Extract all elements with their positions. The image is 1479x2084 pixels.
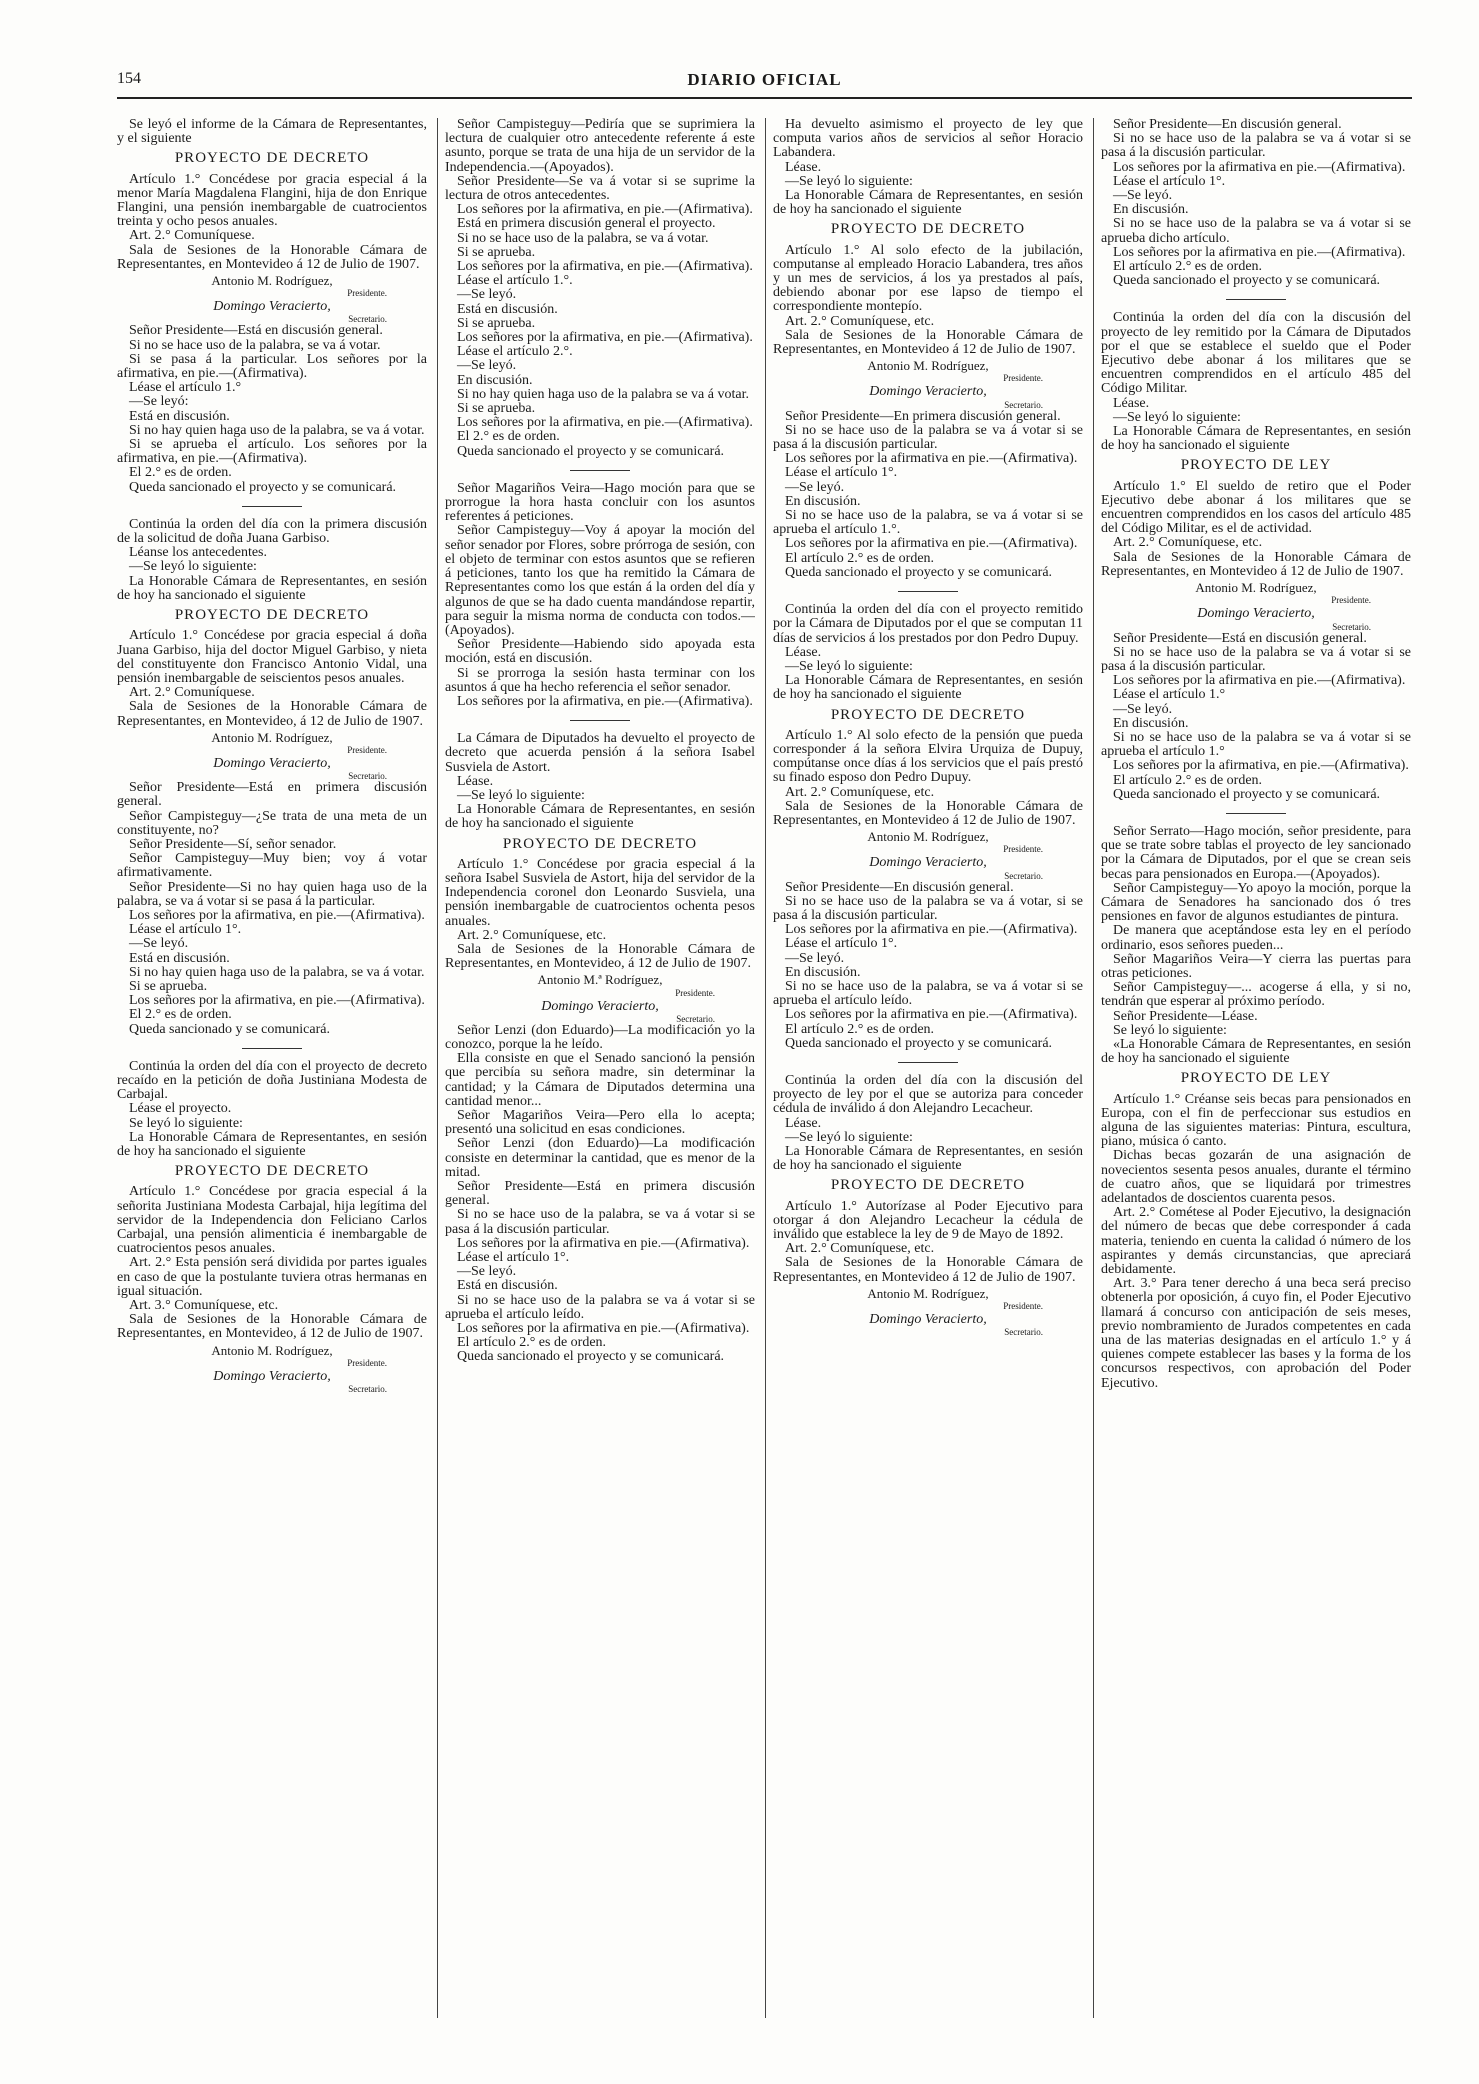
paragraph: Los señores por la afirmativa, en pie.—(Afirmativa). [457, 330, 753, 346]
section-heading: PROYECTO DE DECRETO [174, 150, 370, 167]
paragraph: Si no hay quien haga uso de la palabra, se va á votar. [129, 964, 425, 980]
paragraph: Los señores por la afirmativa, en pie.—(Afirmativa). [129, 907, 425, 923]
page-header [117, 68, 1412, 98]
president-name: Antonio M.ª Rodríguez, [537, 972, 663, 988]
secretary-name: Domingo Veracierto, [213, 299, 331, 315]
section-heading: PROYECTO DE LEY [1180, 1070, 1332, 1087]
column-divider [765, 118, 766, 2018]
paragraph: Léase el artículo 1.° [129, 380, 242, 396]
paragraph: Art. 2.° Comuníquese. [129, 228, 255, 244]
paragraph: Los señores por la afirmativa, en pie.—(Afirmativa). [129, 993, 425, 1009]
paragraph: La Honorable Cámara de Representantes, en sesión de hoy ha sancionado el siguiente [117, 1129, 427, 1159]
paragraph: Continúa la orden del día con la discusión del proyecto de ley por el que se autoriza para conceder cédula de inválido á don Alejandro Lecacheur. [773, 1072, 1083, 1117]
secretary-role: Secretario. [1004, 870, 1043, 881]
paragraph: Artículo 1.° Concédese por gracia especial á la señora Isabel Susviela de Astort, hija del servidor de la Independencia coronel don Leonardo Susviela, una pensión inembargable de cuatrocientos ochenta pesos anuales. [445, 856, 755, 929]
paragraph: Señor Lenzi (don Eduardo)—La modificación consiste en determinar la cantidad, que es menor de la mitad. [445, 1136, 755, 1180]
paragraph: —Se leyó lo siguiente: [457, 787, 585, 803]
paragraph: La Honorable Cámara de Representantes, en sesión de hoy ha sancionado el siguiente [445, 802, 755, 832]
paragraph: Señor Presidente—Está en discusión general. [129, 323, 383, 339]
president-name: Antonio M. Rodríguez, [211, 273, 333, 289]
president-role: Presidente. [1331, 595, 1371, 606]
paragraph: Sala de Sesiones de la Honorable Cámara de Representantes, en Montevideo á 12 de Julio de 1907. [773, 327, 1083, 358]
column-3 [773, 118, 1083, 2058]
paragraph: —Se leyó lo siguiente: [785, 658, 913, 674]
paragraph: Si no se hace uso de la palabra se va á votar, si se pasa á la discusión particular. [773, 893, 1083, 923]
paragraph: —Se leyó. [1113, 701, 1173, 717]
president-role: Presidente. [675, 987, 715, 998]
paragraph: Si no se hace uso de la palabra se va á votar si se aprueba el artículo leído. [445, 1292, 755, 1322]
paragraph: Señor Magariños Veira—Y cierra las puertas para otras peticiones. [1101, 951, 1411, 981]
secretary-name: Domingo Veracierto, [213, 1368, 331, 1384]
paragraph: Léase el artículo 1°. [457, 1250, 570, 1266]
section-heading: PROYECTO DE DECRETO [174, 1163, 370, 1180]
paragraph: Está en primera discusión general el proyecto. [457, 216, 716, 232]
paragraph: Léase. [457, 773, 494, 789]
section-separator [1226, 813, 1286, 814]
column-divider [437, 118, 438, 2018]
paragraph: Artículo 1.° Concédese por gracia especial á la menor María Magdalena Flangini, hija de don Enrique Flangini, una pensión inembargable de cuatrocientos treinta y ocho pesos anuales. [117, 171, 427, 230]
secretary-role: Secretario. [1004, 1327, 1043, 1338]
paragraph: Sala de Sesiones de la Honorable Cámara de Representantes, en Montevideo á 12 de Julio de 1907. [117, 242, 427, 272]
secretary-role: Secretario. [348, 771, 387, 782]
paragraph: Los señores por la afirmativa, en pie.—(Afirmativa). [457, 202, 753, 218]
paragraph: Si no se hace uso de la palabra se va á votar si se aprueba dicho artículo. [1101, 216, 1411, 246]
paragraph: Si no se hace uso de la palabra se va á votar si se pasa á la discusión particular. [1101, 131, 1411, 161]
paragraph: Sala de Sesiones de la Honorable Cámara de Representantes, en Montevideo á 12 de Julio de 1907. [1101, 549, 1411, 579]
section-separator [1226, 299, 1286, 300]
section-heading: PROYECTO DE DECRETO [830, 221, 1026, 238]
paragraph: Léase el artículo 1.°. [457, 273, 573, 289]
paragraph: Señor Presidente—Sí, señor senador. [129, 836, 337, 852]
paragraph: Si se aprueba. [129, 978, 208, 994]
paragraph: Está en discusión. [129, 408, 230, 424]
secretary-role: Secretario. [1004, 399, 1043, 410]
paragraph: Queda sancionado el proyecto y se comunicará. [1113, 273, 1381, 289]
signature-block [1101, 581, 1411, 631]
paragraph: Señor Campisteguy—Yo apoyo la moción, porque la Cámara de Senadores ha sancionado dos ó tres pensiones en favor de algunos estudiantes de pintura. [1101, 880, 1411, 925]
paragraph: Los señores por la afirmativa en pie.—(Afirmativa). [457, 1321, 750, 1337]
section-heading: PROYECTO DE DECRETO [830, 706, 1026, 723]
paragraph: Sala de Sesiones de la Honorable Cámara de Representantes, en Montevideo, á 12 de Julio de 1907. [445, 941, 755, 972]
president-name: Antonio M. Rodríguez, [867, 1285, 989, 1301]
paragraph: Si no hay quien haga uso de la palabra, se va á votar. [129, 422, 425, 438]
paragraph: —Se leyó lo siguiente: [785, 173, 913, 189]
paragraph: Si se aprueba. [457, 244, 536, 260]
paragraph: Si no se hace uso de la palabra, se va á votar si se aprueba el artículo 1.°. [773, 508, 1083, 538]
paragraph: Art. 2.° Comuníquese, etc. [785, 313, 935, 329]
paragraph: Artículo 1.° Concédese por gracia especial á doña Juana Garbiso, hija del doctor Miguel Garbiso, y nieta del constituyente don Francisco Antonio Vidal, una pensión inembargable de seiscientos pesos anuales. [117, 628, 427, 686]
paragraph: —Se leyó. [457, 358, 517, 374]
paragraph: En discusión. [785, 493, 861, 509]
paragraph: Léase el artículo 1°. [129, 922, 242, 938]
paragraph: El artículo 2.° es de orden. [1113, 772, 1263, 788]
paragraph: Los señores por la afirmativa, en pie.—(Afirmativa). [1113, 758, 1409, 774]
paragraph: Si no se hace uso de la palabra, se va á votar. [129, 337, 381, 353]
paragraph: Léase el artículo 1°. [785, 465, 898, 481]
paragraph: Sala de Sesiones de la Honorable Cámara de Representantes, en Montevideo, á 12 de Julio de 1907. [117, 699, 427, 729]
signature-block [117, 731, 427, 781]
signature-block [117, 1344, 427, 1394]
section-heading: PROYECTO DE DECRETO [830, 1177, 1026, 1194]
section-separator [242, 1048, 302, 1049]
paragraph: Señor Presidente—En primera discusión general. [785, 408, 1061, 424]
paragraph: Señor Presidente—Léase. [1113, 1008, 1258, 1024]
president-role: Presidente. [347, 744, 387, 755]
paragraph: Léase el artículo 1°. [785, 936, 898, 952]
paragraph: Se leyó lo siguiente: [129, 1115, 243, 1131]
paragraph: Señor Presidente—En discusión general. [1113, 118, 1342, 132]
paragraph: Si se aprueba. [457, 401, 536, 417]
president-role: Presidente. [1003, 373, 1043, 384]
paragraph: Queda sancionado el proyecto y se comunicará. [129, 479, 397, 495]
paragraph: La Honorable Cámara de Representantes, en sesión de hoy ha sancionado el siguiente [117, 573, 427, 603]
paragraph: Artículo 1.° Autorízase al Poder Ejecutivo para otorgar á don Alejandro Lecacheur la cédula de inválido que establece la ley de 9 de Mayo de 1892. [773, 1198, 1083, 1243]
paragraph: Ella consiste en que el Senado sancionó la pensión que percibía su señora madre, sin determinar la cantidad; y la Cámara de Diputados determina una cantidad menor... [445, 1051, 755, 1109]
paragraph: Si no se hace uso de la palabra, se va á votar. [457, 230, 709, 246]
paragraph: La Honorable Cámara de Representantes, en sesión de hoy ha sancionado el siguiente [1101, 424, 1411, 454]
paragraph: Sala de Sesiones de la Honorable Cámara de Representantes, en Montevideo á 12 de Julio de 1907. [773, 1255, 1083, 1285]
paragraph: Continúa la orden del día con la primera discusión de la solicitud de doña Juana Garbiso. [117, 516, 427, 547]
page-number: 154 [117, 70, 141, 87]
paragraph: Art. 2.° Comuníquese, etc. [457, 927, 607, 943]
paragraph: Queda sancionado el proyecto y se comunicará. [785, 564, 1053, 580]
section-separator [898, 591, 958, 592]
paragraph: Queda sancionado y se comunicará. [129, 1021, 330, 1037]
president-role: Presidente. [1003, 844, 1043, 855]
paragraph: Artículo 1.° Créanse seis becas para pensionados en Europa, con el fin de perfeccionar sus estudios en alguna de las siguientes materias: Pintura, escultura, piano, música ó canto. [1101, 1091, 1411, 1150]
paragraph: Si no se hace uso de la palabra, se va á votar si se pasa á la discusión particular. [445, 1207, 755, 1237]
column-4 [1101, 118, 1411, 2058]
paragraph: Queda sancionado el proyecto y se comunicará. [457, 1349, 725, 1365]
paragraph: Señor Presidente—Si no hay quien haga uso de la palabra, se va á votar si se pasa á la particular. [117, 879, 427, 909]
paragraph: Léase. [1113, 395, 1150, 411]
paragraph: Si se pasa á la particular. Los señores por la afirmativa, en pie.—(Afirmativa). [117, 351, 427, 382]
paragraph: Si no se hace uso de la palabra, se va á votar si se aprueba el artículo leído. [773, 978, 1083, 1009]
paragraph: Continúa la orden del día con el proyecto remitido por la Cámara de Diputados por el que se computan 11 días de servicios á los prestados por don Pedro Dupuy. [773, 602, 1083, 646]
president-name: Antonio M. Rodríguez, [1195, 580, 1317, 596]
paragraph: De manera que aceptándose esta ley en el período ordinario, esos señores pueden... [1101, 923, 1411, 953]
paragraph: Señor Presidente—En discusión general. [785, 879, 1014, 895]
paragraph: Art. 2.° Comuníquese, etc. [785, 784, 935, 800]
column-divider [1093, 118, 1094, 2018]
signature-block [773, 1287, 1083, 1337]
paragraph: La Honorable Cámara de Representantes, en sesión de hoy ha sancionado el siguiente [773, 1144, 1083, 1174]
paragraph: Art. 3.° Para tener derecho á una beca será preciso obtenerla por oposición, á cuyo fin, el Poder Ejecutivo llamará á concurso con anticipación de seis meses, previo nombramiento de Jurados competentes en cada una de las materias designadas en el artículo 1.° y á quienes compete establecer las bases y la forma de los concursos respectivos, con aprobación del Poder Ejecutivo. [1101, 1276, 1411, 1391]
paragraph: Si no se hace uso de la palabra se va á votar si se pasa á la discusión particular. [773, 422, 1083, 453]
paragraph: Léanse los antecedentes. [129, 545, 267, 561]
paragraph: «La Honorable Cámara de Representantes, en sesión de hoy ha sancionado el siguiente [1101, 1036, 1411, 1067]
secretary-role: Secretario. [676, 1013, 715, 1024]
president-role: Presidente. [1003, 1301, 1043, 1312]
paragraph: Si se aprueba. [457, 315, 536, 331]
paragraph: La Honorable Cámara de Representantes, en sesión de hoy ha sancionado el siguiente [773, 673, 1083, 703]
paragraph: En discusión. [1113, 202, 1189, 218]
section-separator [570, 470, 630, 471]
paragraph: La Honorable Cámara de Representantes, en sesión de hoy ha sancionado el siguiente [773, 188, 1083, 218]
paragraph: Artículo 1.° El sueldo de retiro que el Poder Ejecutivo debe abonar á los militares que se encuentren comprendidos en los casos del artículo 485 del Código Militar, es el de actividad. [1101, 478, 1411, 537]
paragraph: Si no hay quien haga uso de la palabra se va á votar. [457, 386, 749, 402]
paragraph: Continúa la orden del día con la discusión del proyecto de ley remitido por la Cámara de Diputados por el que se establece el sueldo que el Poder Ejecutivo debe abonar á los militares que se encuentren comprendidos en el artículo 485 del Código Militar. [1101, 310, 1411, 397]
paragraph: Señor Presidente—Está en primera discusión general. [117, 780, 427, 810]
paragraph: Art. 2.° Cométese al Poder Ejecutivo, la designación del número de becas que debe corresponder á cada materia, teniendo en cuenta la calidad ó número de los aspirantes y demás circunstancias, que apreciará debidamente. [1101, 1205, 1411, 1278]
paragraph: Art. 2.° Esta pensión será dividida por partes iguales en caso de que la postulante tuviera otras hermanas en igual situación. [117, 1255, 427, 1299]
paragraph: Los señores por la afirmativa en pie.—(Afirmativa). [785, 451, 1078, 467]
paragraph: Señor Presidente—Habiendo sido apoyada esta moción, está en discusión. [445, 637, 755, 667]
paragraph: La Cámara de Diputados ha devuelto el proyecto de decreto que acuerda pensión á la señora Isabel Susviela de Astort. [445, 731, 755, 775]
paragraph: Está en discusión. [457, 1278, 558, 1294]
paragraph: Los señores por la afirmativa en pie.—(Afirmativa). [1113, 159, 1406, 175]
paragraph: Art. 2.° Comuníquese, etc. [785, 1241, 935, 1257]
paragraph: El 2.° es de orden. [129, 465, 232, 481]
secretary-name: Domingo Veracierto, [869, 1312, 987, 1328]
paragraph: Señor Presidente—Está en discusión general. [1113, 630, 1367, 646]
paragraph: Dichas becas gozarán de una asignación de novecientos sesenta pesos anuales, durante el término de cuatro años, que se liquidará por trimestres adelantados de doscientos cuarenta pesos. [1101, 1148, 1411, 1207]
paragraph: En discusión. [1113, 715, 1189, 731]
paragraph: Léase. [785, 1115, 822, 1131]
paragraph: Está en discusión. [457, 301, 558, 317]
signature-block [773, 359, 1083, 409]
section-heading: PROYECTO DE DECRETO [174, 607, 370, 624]
paragraph: Los señores por la afirmativa, en pie.—(Afirmativa). [457, 693, 753, 709]
secretary-name: Domingo Veracierto, [541, 998, 659, 1014]
paragraph: Señor Serrato—Hago moción, señor presidente, para que se trate sobre tablas el proyecto de ley sancionado por la Cámara de Diputados, por el que se crean seis becas para pensionados en Europa.—(Apoyados). [1101, 823, 1411, 882]
paragraph: El artículo 2.° es de orden. [785, 1021, 935, 1037]
paragraph: Art. 2.° Comuníquese, etc. [1113, 535, 1263, 551]
secretary-name: Domingo Veracierto, [1197, 606, 1315, 622]
secretary-role: Secretario. [348, 314, 387, 325]
paragraph: —Se leyó: [129, 394, 189, 410]
paragraph: —Se leyó lo siguiente: [1113, 409, 1241, 425]
paragraph: Si se aprueba el artículo. Los señores por la afirmativa, en pie.—(Afirmativa). [117, 437, 427, 467]
paragraph: Los señores por la afirmativa en pie.—(Afirmativa). [785, 1007, 1078, 1023]
paragraph: Señor Campisteguy—Pediría que se suprimiera la lectura de cualquier otro antecedente referente á este asunto, porque se trata de una hija de un servidor de la Independencia.—(Apoyados). [445, 118, 755, 175]
paragraph: Los señores por la afirmativa, en pie.—(Afirmativa). [457, 259, 753, 275]
section-heading: PROYECTO DE LEY [1180, 457, 1332, 474]
paragraph: Léase el artículo 1°. [1113, 173, 1226, 189]
president-name: Antonio M. Rodríguez, [211, 1342, 333, 1358]
secretary-name: Domingo Veracierto, [869, 384, 987, 400]
signature-block [445, 973, 755, 1023]
signature-block [773, 830, 1083, 880]
paragraph: Artículo 1.° Al solo efecto de la pensión que pueda corresponder á la señora Elvira Urquiza de Dupuy, compútanse once días á los servicios que el país prestó su finado esposo don Pedro Dupuy. [773, 727, 1083, 786]
paragraph: Los señores por la afirmativa, en pie.—(Afirmativa). [457, 415, 753, 431]
paragraph: Está en discusión. [129, 950, 230, 966]
paragraph: —Se leyó. [457, 1264, 517, 1280]
paragraph: Queda sancionado el proyecto y se comunicará. [785, 1035, 1053, 1051]
paragraph: Léase el artículo 2.°. [457, 344, 573, 360]
paragraph: Los señores por la afirmativa en pie.—(Afirmativa). [785, 922, 1078, 938]
paragraph: Ha devuelto asimismo el proyecto de ley que computa varios años de servicios al señor Horacio Labandera. [773, 118, 1083, 161]
paragraph: Señor Presidente—Está en primera discusión general. [445, 1179, 755, 1209]
president-name: Antonio M. Rodríguez, [867, 829, 989, 845]
paragraph: Continúa la orden del día con el proyecto de decreto recaído en la petición de doña Justiniana Modesta de Carbajal. [117, 1058, 427, 1103]
journal-title: DIARIO OFICIAL [687, 70, 842, 89]
column-2 [445, 118, 755, 2058]
secretary-name: Domingo Veracierto, [869, 855, 987, 871]
paragraph: Los señores por la afirmativa en pie.—(Afirmativa). [1113, 244, 1406, 260]
paragraph: —Se leyó. [785, 479, 845, 495]
section-separator [898, 1062, 958, 1063]
section-heading: PROYECTO DE DECRETO [502, 835, 698, 852]
paragraph: —Se leyó. [129, 936, 189, 952]
paragraph: Sala de Sesiones de la Honorable Cámara de Representantes, en Montevideo á 12 de Julio de 1907. [773, 798, 1083, 828]
paragraph: Señor Magariños Veira—Hago moción para que se prorrogue la hora hasta concluir con los asuntos referentes á peticiones. [445, 480, 755, 525]
paragraph: Léase. [785, 159, 822, 175]
paragraph: Se leyó el informe de la Cámara de Representantes, y el siguiente [117, 118, 427, 147]
paragraph: Señor Lenzi (don Eduardo)—La modificación yo la conozco, porque la he leído. [445, 1022, 755, 1052]
paragraph: En discusión. [457, 372, 533, 388]
section-separator [570, 720, 630, 721]
secretary-role: Secretario. [1332, 621, 1371, 632]
paragraph: Art. 3.° Comuníquese, etc. [129, 1298, 279, 1314]
column-1 [117, 118, 427, 2058]
president-role: Presidente. [347, 288, 387, 299]
president-role: Presidente. [347, 1357, 387, 1368]
paragraph: Señor Campisteguy—Muy bien; voy á votar afirmativamente. [117, 851, 427, 881]
paragraph: El artículo 2.° es de orden. [785, 550, 935, 566]
paragraph: Artículo 1.° Al solo efecto de la jubilación, computanse al empleado Horacio Labandera, tres años y un mes de servicios, á los ya prestados al país, debiendo abonar por ese lapso de tiempo el correspondiente montepío. [773, 242, 1083, 315]
section-separator [242, 506, 302, 507]
paragraph: En discusión. [785, 964, 861, 980]
paragraph: Señor Campisteguy—Voy á apoyar la moción del señor senador por Flores, sobre prórroga de sesión, con el objeto de terminar con estos asuntos que se refieren á peticiones, tanto los que ha remitido la Cámara de Representantes como los que están á la orden del día y algunos de que se ha dado cuenta mandándose repartir, para seguir la misma norma de conducta con todos.—(Apoyados). [445, 523, 755, 638]
paragraph: Si no se hace uso de la palabra se va á votar si se aprueba el artículo 1.° [1101, 729, 1411, 760]
paragraph: Señor Campisteguy—... acogerse á ella, y si no, tendrán que esperar al próximo período. [1101, 980, 1411, 1010]
paragraph: Si no se hace uso de la palabra se va á votar si se pasa á la discusión particular. [1101, 644, 1411, 674]
paragraph: —Se leyó lo siguiente: [785, 1129, 913, 1145]
paragraph: Señor Campisteguy—¿Se trata de una meta de un constituyente, no? [117, 808, 427, 838]
paragraph: Se leyó lo siguiente: [1113, 1022, 1227, 1038]
president-name: Antonio M. Rodríguez, [211, 729, 333, 745]
paragraph: El 2.° es de orden. [129, 1007, 232, 1023]
paragraph: Léase el proyecto. [129, 1101, 232, 1117]
signature-block [117, 274, 427, 324]
paragraph: —Se leyó lo siguiente: [129, 559, 257, 575]
paragraph: Queda sancionado el proyecto y se comunicará. [1113, 786, 1381, 802]
paragraph: —Se leyó. [457, 287, 517, 303]
paragraph: Señor Presidente—Se va á votar si se suprime la lectura de otros antecedentes. [445, 173, 755, 204]
header-rule [117, 97, 1412, 99]
paragraph: Artículo 1.° Concédese por gracia especial á la señorita Justiniana Modesta Carbajal, hija legítima del servidor de la Independencia don Feliciano Carlos Carbajal, una pensión alimenticia é inembargable de cuatrocientos pesos anuales. [117, 1184, 427, 1257]
paragraph: Léase el artículo 1.° [1113, 687, 1226, 703]
paragraph: El artículo 2.° es de orden. [457, 1335, 607, 1351]
president-name: Antonio M. Rodríguez, [867, 358, 989, 374]
paragraph: Léase. [785, 644, 822, 660]
paragraph: Los señores por la afirmativa en pie.—(Afirmativa). [785, 536, 1078, 552]
paragraph: —Se leyó. [1113, 188, 1173, 204]
paragraph: Señor Magariños Veira—Pero ella lo acepta; presentó una solicitud en esas condiciones. [445, 1108, 755, 1138]
paragraph: Si se prorroga la sesión hasta terminar con los asuntos á que ha hecho referencia el señor senador. [445, 665, 755, 695]
paragraph: El artículo 2.° es de orden. [1113, 259, 1263, 275]
secretary-role: Secretario. [348, 1384, 387, 1395]
paragraph: —Se leyó. [785, 950, 845, 966]
paragraph: Los señores por la afirmativa en pie.—(Afirmativa). [1113, 673, 1406, 689]
paragraph: Art. 2.° Comuníquese. [129, 685, 255, 701]
paragraph: El 2.° es de orden. [457, 429, 560, 445]
paragraph: Los señores por la afirmativa en pie.—(Afirmativa). [457, 1235, 750, 1251]
secretary-name: Domingo Veracierto, [213, 755, 331, 771]
paragraph: Queda sancionado el proyecto y se comunicará. [457, 443, 725, 459]
paragraph: Sala de Sesiones de la Honorable Cámara de Representantes, en Montevideo, á 12 de Julio de 1907. [117, 1312, 427, 1342]
